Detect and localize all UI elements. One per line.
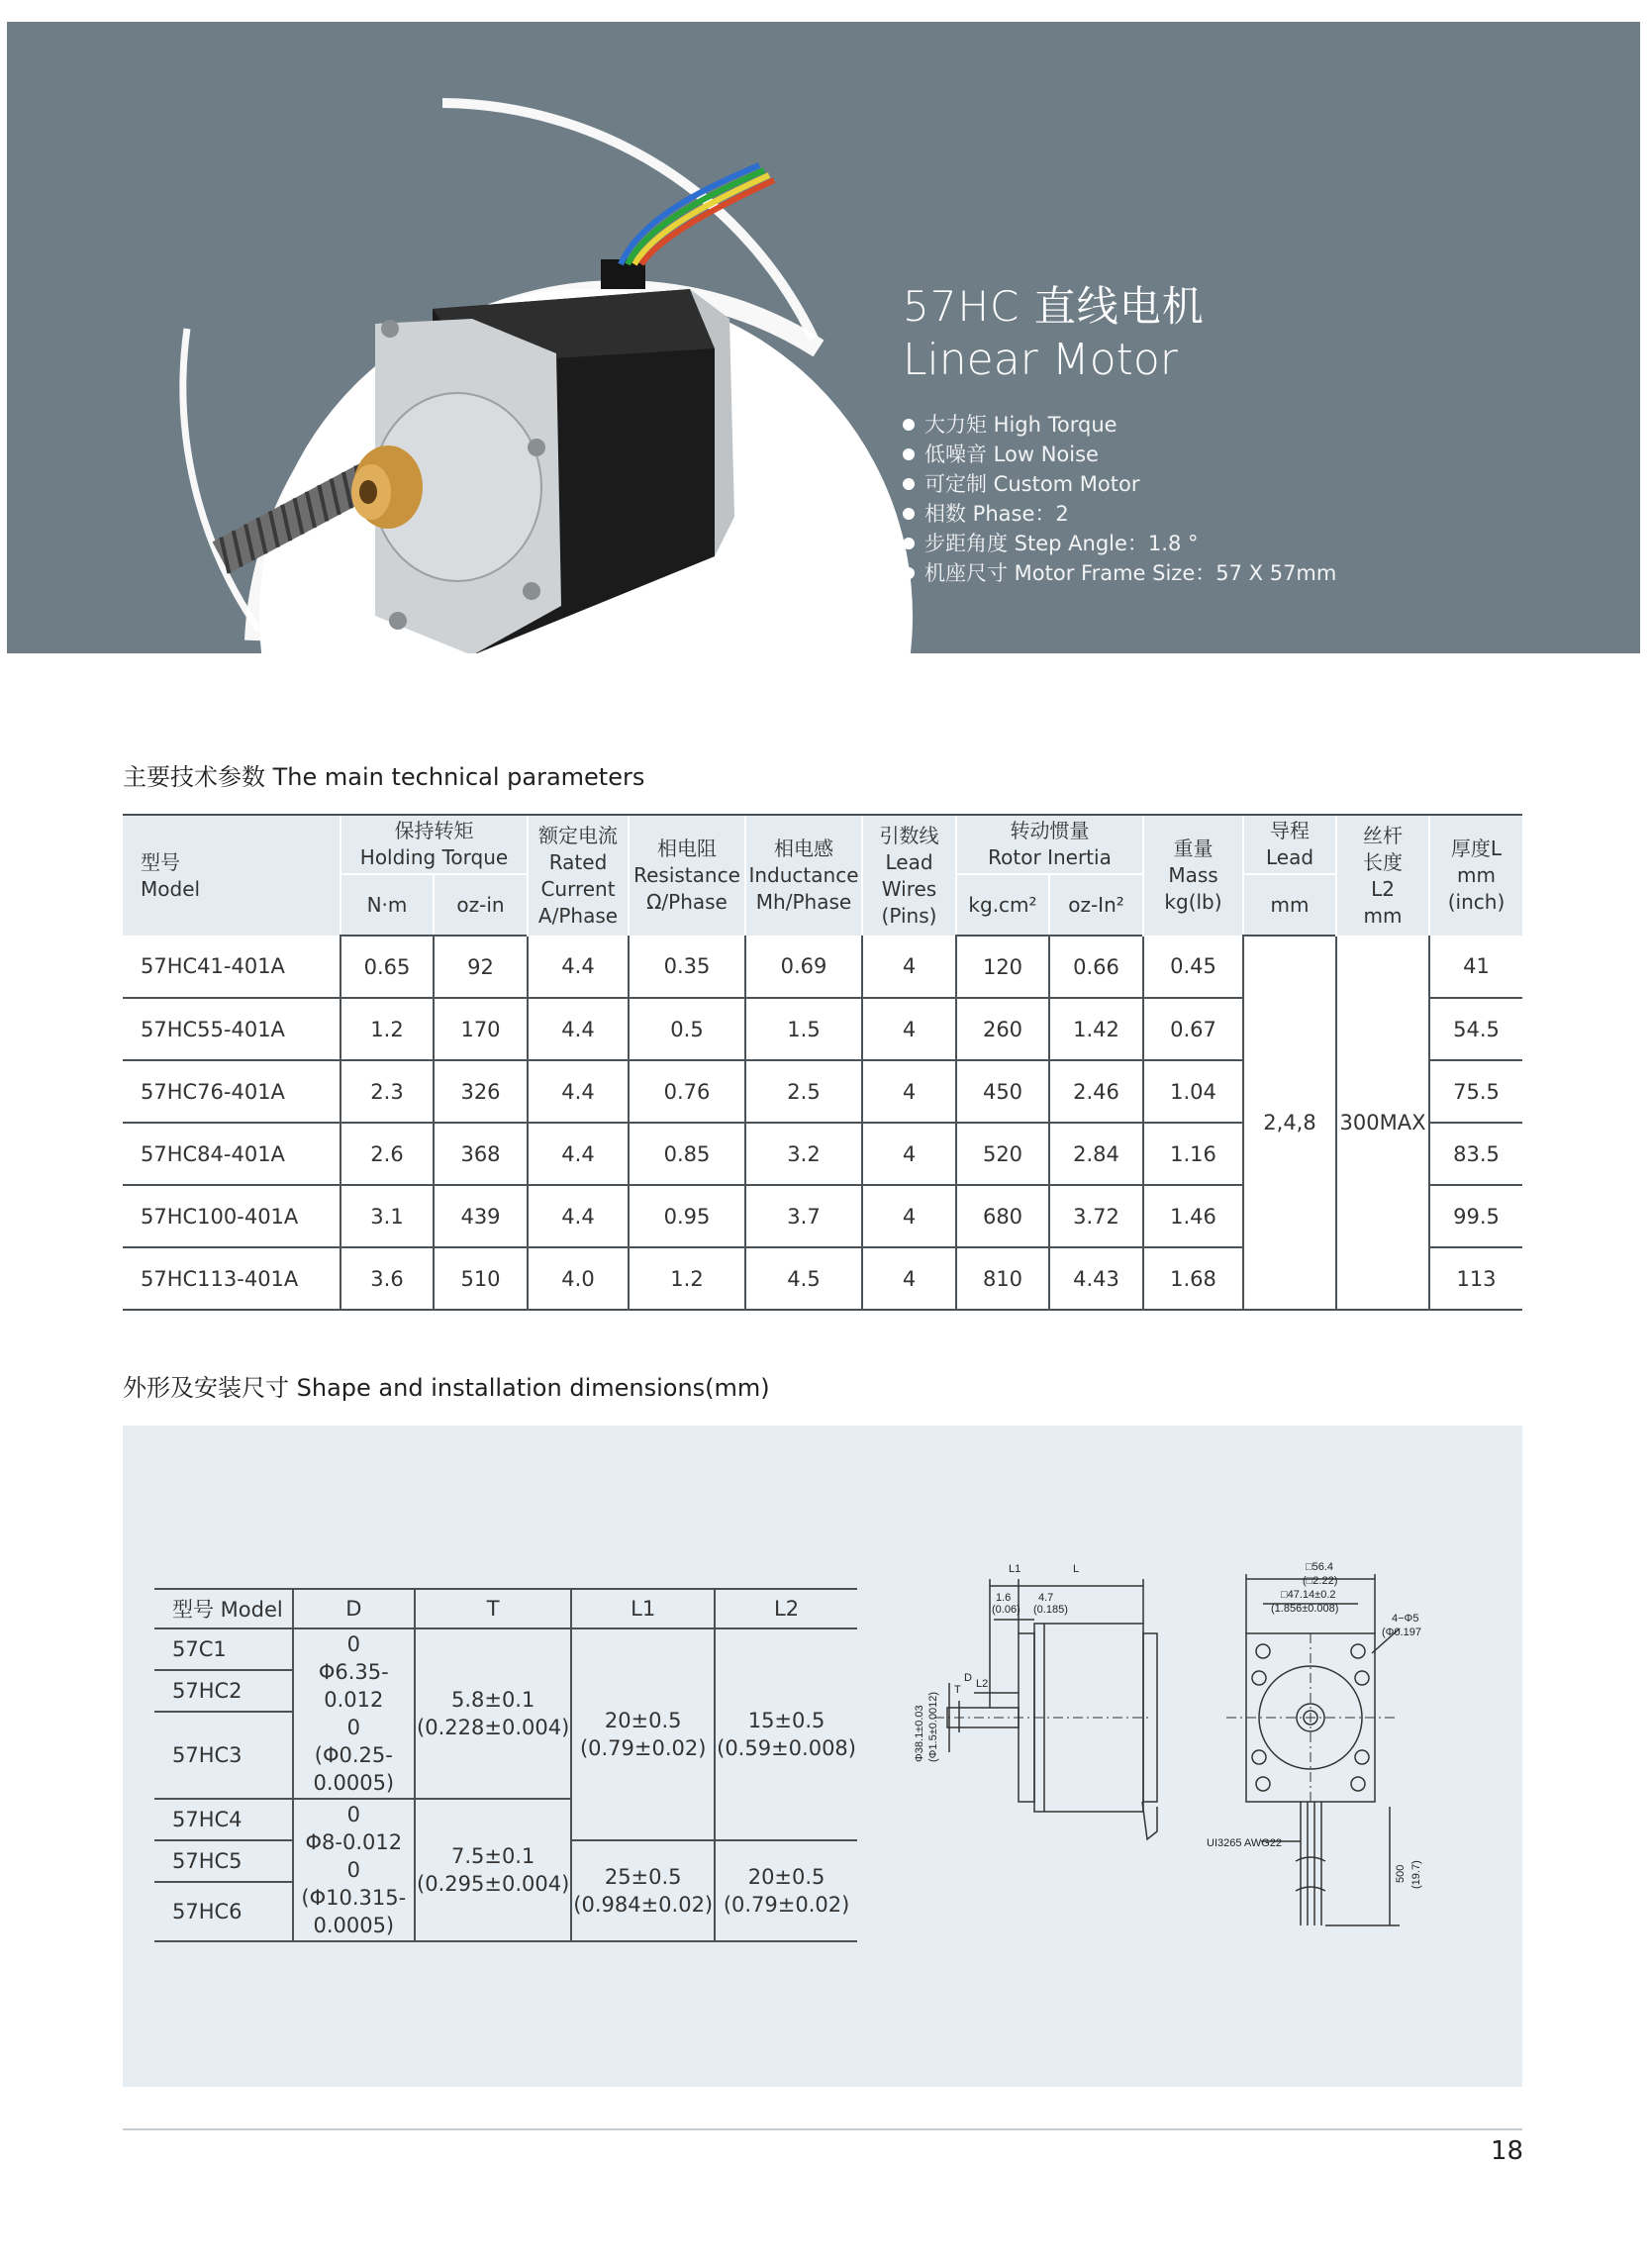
drawing-label: 4−Φ5 (1392, 1613, 1419, 1625)
header-inductance: 相电感 Inductance Mh/Phase (745, 815, 862, 936)
cell: 4 (862, 1060, 956, 1123)
header-lead: 导程 Lead (1243, 815, 1336, 874)
cell: 3.6 (340, 1247, 434, 1310)
hero-banner (7, 22, 1640, 653)
feature-item: 机座尺寸 Motor Frame Size：57 X 57mm (903, 558, 1336, 588)
cell: 0.66 (1049, 936, 1143, 998)
cell: 2.6 (340, 1123, 434, 1185)
feature-item: 相数 Phase：2 (903, 499, 1336, 529)
cell: 170 (434, 998, 528, 1060)
cell: 4.4 (528, 1060, 629, 1123)
feature-item: 可定制 Custom Motor (903, 469, 1336, 499)
cell: 0.35 (629, 936, 745, 998)
drawing-label: 500 (1395, 1864, 1407, 1883)
cell: 680 (956, 1185, 1049, 1247)
bullet-icon (903, 508, 915, 520)
dim-header-l1: L1 (571, 1589, 715, 1628)
dim-t-group2: 7.5±0.1 (0.295±0.004) (415, 1799, 571, 1941)
header-holding-torque: 保持转矩 Holding Torque (340, 815, 528, 874)
cell: 4.0 (528, 1247, 629, 1310)
cell: 1.42 (1049, 998, 1143, 1060)
cell: 92 (434, 936, 528, 998)
cell: 0.67 (1143, 998, 1243, 1060)
spec-section-title: 主要技术参数 The main technical parameters (123, 763, 645, 791)
header-screw-length: 丝杆 长度 L2 mm (1336, 815, 1429, 936)
cell: 0.45 (1143, 936, 1243, 998)
cell: 0.95 (629, 1185, 745, 1247)
bullet-icon (903, 448, 915, 460)
cell-lead-merged: 2,4,8 (1243, 936, 1336, 1310)
cell-model: 57HC41-401A (123, 936, 340, 998)
motor-illustration (7, 22, 1640, 653)
header-rated-current: 额定电流 Rated Current A/Phase (528, 815, 629, 936)
bullet-icon (903, 419, 915, 431)
cell: 4.5 (745, 1247, 862, 1310)
product-title-block (903, 281, 1336, 588)
cell: 99.5 (1429, 1185, 1522, 1247)
drawing-label-cable: UI3265 AWG22 (1207, 1837, 1283, 1849)
cell: 1.46 (1143, 1185, 1243, 1247)
cell: 3.72 (1049, 1185, 1143, 1247)
cell: 326 (434, 1060, 528, 1123)
cell: 4.43 (1049, 1247, 1143, 1310)
cell: 0.85 (629, 1123, 745, 1185)
header-unit-mm: mm (1243, 874, 1336, 936)
bullet-icon (903, 567, 915, 579)
dimension-panel (123, 1426, 1522, 2087)
cell: 439 (434, 1185, 528, 1247)
cell: 4.4 (528, 1185, 629, 1247)
feature-list (903, 410, 1336, 588)
cell: 41 (1429, 936, 1522, 998)
cell-model: 57HC100-401A (123, 1185, 340, 1247)
cell: 120 (956, 936, 1049, 998)
cell: 1.2 (340, 998, 434, 1060)
page-number: 18 (1491, 2136, 1524, 2166)
drawing-label-t: T (954, 1684, 961, 1696)
dim-d-group1: 0 Φ6.35- 0.012 0 (Φ0.25- 0.0005) (293, 1628, 415, 1799)
header-thickness: 厚度L mm (inch) (1429, 815, 1522, 936)
cell: 113 (1429, 1247, 1522, 1310)
bullet-icon (903, 538, 915, 549)
drawing-label: (0.185) (1033, 1604, 1068, 1616)
header-lead-wires: 引数线 Lead Wires (Pins) (862, 815, 956, 936)
cell: 1.04 (1143, 1060, 1243, 1123)
cell-model: 57HC76-401A (123, 1060, 340, 1123)
feature-item: 大力矩 High Torque (903, 410, 1336, 440)
dim-header-t: T (415, 1589, 571, 1628)
cell: 83.5 (1429, 1123, 1522, 1185)
cell: 510 (434, 1247, 528, 1310)
drawing-label: □56.4 (1306, 1561, 1334, 1573)
header-unit-nm: N·m (340, 874, 434, 936)
dim-d-group2: 0 Φ8-0.012 0 (Φ10.315- 0.0005) (293, 1799, 415, 1941)
dim-model: 57HC5 (154, 1840, 293, 1882)
drawing-label: (Φ1.5±0.0012) (927, 1691, 939, 1762)
drawing-label: □47.14±0.2 (1281, 1589, 1336, 1601)
cell: 450 (956, 1060, 1049, 1123)
cell: 0.5 (629, 998, 745, 1060)
cell: 4 (862, 1123, 956, 1185)
cell: 75.5 (1429, 1060, 1522, 1123)
cell-model: 57HC84-401A (123, 1123, 340, 1185)
cell: 4 (862, 998, 956, 1060)
cell: 520 (956, 1123, 1049, 1185)
drawing-label: (1.856±0.008) (1271, 1603, 1339, 1615)
cell: 3.7 (745, 1185, 862, 1247)
dim-model: 57HC3 (154, 1712, 293, 1799)
header-model: 型号 Model (123, 815, 340, 936)
dim-l1-group2: 25±0.5 (0.984±0.02) (571, 1840, 715, 1941)
drawing-label-l: L (1073, 1563, 1080, 1575)
table-row (123, 936, 1522, 998)
drawing-label-l1: L1 (1009, 1563, 1021, 1575)
cell: 2.5 (745, 1060, 862, 1123)
header-rotor-inertia: 转动惯量 Rotor Inertia (956, 815, 1143, 874)
dim-model: 57HC6 (154, 1882, 293, 1941)
dim-model: 57C1 (154, 1628, 293, 1670)
cell: 3.1 (340, 1185, 434, 1247)
drawing-label: 1.6 (996, 1592, 1012, 1604)
cell: 3.2 (745, 1123, 862, 1185)
header-unit-ozin2: oz-In² (1049, 874, 1143, 936)
drawing-label: (□2.22) (1303, 1575, 1338, 1587)
footer-divider (123, 2128, 1522, 2130)
dim-header-d: D (293, 1589, 415, 1628)
dim-model: 57HC4 (154, 1799, 293, 1840)
feature-item: 低噪音 Low Noise (903, 440, 1336, 469)
cell: 1.5 (745, 998, 862, 1060)
cell: 1.2 (629, 1247, 745, 1310)
feature-item: 步距角度 Step Angle：1.8 ° (903, 529, 1336, 558)
cell: 4 (862, 1185, 956, 1247)
cell: 368 (434, 1123, 528, 1185)
cell: 4 (862, 936, 956, 998)
cell-model: 57HC55-401A (123, 998, 340, 1060)
dim-l1-group1: 20±0.5 (0.79±0.02) (571, 1628, 715, 1840)
header-unit-ozin: oz-in (434, 874, 528, 936)
header-mass: 重量 Mass kg(lb) (1143, 815, 1243, 936)
dim-header-l2: L2 (715, 1589, 857, 1628)
dim-model: 57HC2 (154, 1670, 293, 1712)
cell: 1.68 (1143, 1247, 1243, 1310)
cell: 0.65 (340, 936, 434, 998)
cell: 0.76 (629, 1060, 745, 1123)
drawing-label-d: D (964, 1672, 972, 1684)
cell: 1.16 (1143, 1123, 1243, 1185)
cell: 4 (862, 1247, 956, 1310)
dim-l2-group1: 15±0.5 (0.59±0.008) (715, 1628, 857, 1840)
drawing-label: (0.06) (992, 1604, 1020, 1616)
cell: 2.84 (1049, 1123, 1143, 1185)
cell: 0.69 (745, 936, 862, 998)
cell-screw-merged: 300MAX (1336, 936, 1429, 1310)
drawing-label: Φ38.1±0.03 (914, 1705, 925, 1762)
dimension-drawing (123, 1426, 1522, 2087)
cell: 4.4 (528, 936, 629, 998)
dim-t-group1: 5.8±0.1 (0.228±0.004) (415, 1628, 571, 1799)
product-title-en: Linear Motor (903, 335, 1178, 385)
cell: 54.5 (1429, 998, 1522, 1060)
dim-l2-group2: 20±0.5 (0.79±0.02) (715, 1840, 857, 1941)
cell: 2.3 (340, 1060, 434, 1123)
drawing-label: 4.7 (1038, 1592, 1054, 1604)
bullet-icon (903, 478, 915, 490)
cell: 2.46 (1049, 1060, 1143, 1123)
spec-table (123, 814, 1522, 1311)
cell: 810 (956, 1247, 1049, 1310)
cell: 4.4 (528, 1123, 629, 1185)
cell-model: 57HC113-401A (123, 1247, 340, 1310)
header-unit-kgcm2: kg.cm² (956, 874, 1049, 936)
cell: 4.4 (528, 998, 629, 1060)
cell: 260 (956, 998, 1049, 1060)
drawing-label: (Φ0.197 (1382, 1627, 1421, 1638)
header-resistance: 相电阻 Resistance Ω/Phase (629, 815, 745, 936)
product-title-zh: 57HC 直线电机 (903, 282, 1205, 331)
dim-section-title: 外形及安装尺寸 Shape and installation dimensions(mm) (123, 1374, 770, 1402)
dim-header-model: 型号 Model (154, 1589, 293, 1628)
drawing-label-l2: L2 (976, 1678, 989, 1690)
drawing-label: (19.7) (1410, 1860, 1422, 1889)
